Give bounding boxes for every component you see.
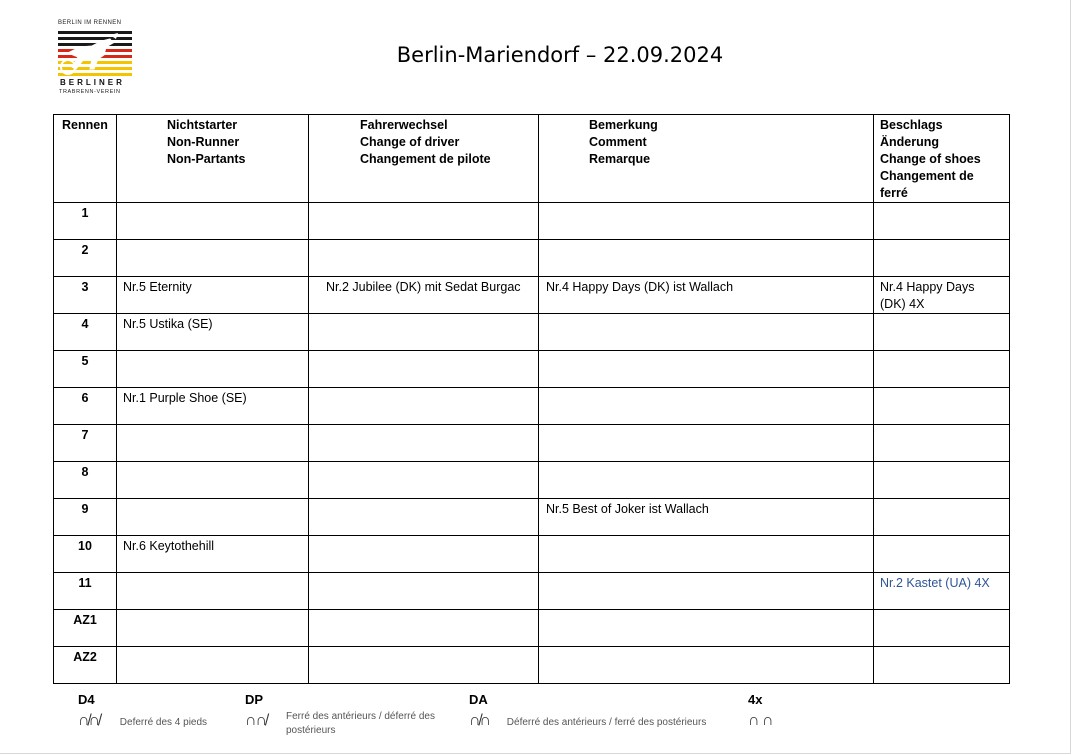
- header-race: [54, 115, 117, 203]
- race-number-text: 2: [81, 243, 89, 257]
- logo-top-text: BERLIN IM RENNEN: [58, 20, 122, 26]
- table-row: [54, 277, 1010, 314]
- table-header-row: [54, 115, 1010, 203]
- driver-change-cell: [309, 647, 539, 684]
- driver-change-cell: [309, 203, 539, 240]
- shoe-change-cell: [874, 536, 1010, 573]
- legend-dp-code: DP: [245, 692, 264, 707]
- nonrunner-cell: [117, 499, 309, 536]
- shoe-change-cell: [874, 499, 1010, 536]
- nonrunner-text: Nr.5 Eternity: [123, 280, 192, 294]
- comment-cell: [539, 573, 874, 610]
- legend-da: [469, 692, 707, 729]
- race-number-text: AZ2: [73, 650, 97, 664]
- race-number-text: 4: [81, 317, 89, 331]
- nonrunner-text: Nr.6 Keytothehill: [123, 539, 215, 553]
- legend-da-code: DA: [469, 692, 488, 707]
- legend-4x: [748, 692, 773, 729]
- comment-text: Nr.5 Best of Joker ist Wallach: [546, 502, 709, 516]
- table-row: [54, 351, 1010, 388]
- horseshoes-all-shod-icon: ∩ ∩: [748, 712, 773, 729]
- race-number-cell: [54, 610, 117, 647]
- comment-cell: [539, 647, 874, 684]
- header-shoes-fr: Changement de: [880, 169, 974, 183]
- header-nonrunner-de: Nichtstarter: [167, 118, 238, 132]
- page-title: Berlin-Mariendorf – 22.09.2024: [396, 43, 724, 67]
- header-race-label: Rennen: [62, 118, 108, 132]
- driver-change-cell: [309, 536, 539, 573]
- nonrunner-cell: [117, 610, 309, 647]
- comment-cell: [539, 351, 874, 388]
- race-number-text: 1: [81, 206, 89, 220]
- race-number-cell: [54, 573, 117, 610]
- shoe-change-cell: [874, 277, 1010, 314]
- shoe-change-cell: [874, 240, 1010, 277]
- table-body: [54, 203, 1010, 684]
- table-row: [54, 499, 1010, 536]
- header-driver: [309, 115, 539, 203]
- table-row: [54, 536, 1010, 573]
- header-shoes-de: Beschlags Änderung: [880, 118, 943, 149]
- nonrunner-cell: [117, 314, 309, 351]
- race-number-cell: [54, 536, 117, 573]
- driver-change-cell: [309, 573, 539, 610]
- nonrunner-cell: [117, 647, 309, 684]
- header-nonrunner-fr: Non-Partants: [167, 152, 246, 166]
- shoe-change-cell: [874, 203, 1010, 240]
- header-driver-de: Fahrerwechsel: [360, 118, 448, 132]
- shoe-change-text: Nr.2 Kastet (UA) 4X: [880, 576, 990, 590]
- table-row: [54, 647, 1010, 684]
- comment-cell: [539, 425, 874, 462]
- nonrunner-cell: [117, 351, 309, 388]
- logo-subname: TRABRENN-VEREIN: [59, 89, 121, 95]
- driver-change-cell: [309, 425, 539, 462]
- logo-name: BERLINER: [60, 78, 125, 87]
- nonrunner-cell: [117, 277, 309, 314]
- shoe-change-cell: [874, 314, 1010, 351]
- race-number-cell: [54, 351, 117, 388]
- comment-cell: [539, 536, 874, 573]
- race-number-cell: [54, 388, 117, 425]
- nonrunner-cell: [117, 388, 309, 425]
- driver-change-cell: [309, 462, 539, 499]
- table-row: [54, 462, 1010, 499]
- horseshoes-front-shod-hind-deferred-icon: ∩∩̸: [245, 712, 266, 729]
- shoe-change-text: Nr.4 Happy Days: [880, 280, 975, 294]
- race-number-cell: [54, 240, 117, 277]
- header-shoes-fr-2: ferré: [880, 186, 908, 200]
- legend-dp: [245, 692, 435, 736]
- table-row: [54, 203, 1010, 240]
- nonrunner-text: Nr.1 Purple Shoe (SE): [123, 391, 247, 405]
- race-number-text: 11: [78, 576, 92, 590]
- header-nonrunner: [117, 115, 309, 203]
- race-number-text: 9: [81, 502, 89, 516]
- shoe-change-cell: [874, 573, 1010, 610]
- legend-d4-code: D4: [78, 692, 95, 707]
- nonrunner-cell: [117, 240, 309, 277]
- race-changes-table: [53, 114, 1010, 684]
- header-shoes: [874, 115, 1010, 203]
- table-row: [54, 610, 1010, 647]
- shoe-change-cell: [874, 462, 1010, 499]
- comment-cell: [539, 388, 874, 425]
- race-number-text: AZ1: [73, 613, 97, 627]
- legend-4x-code: 4x: [748, 692, 763, 707]
- header-shoes-en: Change of shoes: [880, 152, 981, 166]
- nonrunner-cell: [117, 203, 309, 240]
- driver-change-cell: [309, 240, 539, 277]
- header-comment-en: Comment: [589, 135, 647, 149]
- legend-d4: [78, 692, 208, 729]
- race-number-cell: [54, 462, 117, 499]
- table-row: [54, 240, 1010, 277]
- table-row: [54, 573, 1010, 610]
- race-number-text: 10: [78, 539, 92, 553]
- legend-dp-desc: Ferré des antérieurs / déferré des: [286, 711, 435, 722]
- header-comment-fr: Remarque: [589, 152, 651, 166]
- shoe-change-cell: [874, 425, 1010, 462]
- comment-cell: [539, 499, 874, 536]
- nonrunner-cell: [117, 536, 309, 573]
- race-number-cell: [54, 277, 117, 314]
- shoe-change-cell: [874, 610, 1010, 647]
- comment-cell: [539, 203, 874, 240]
- driver-change-text: Nr.2 Jubilee (DK) mit Sedat Burgac: [326, 280, 521, 294]
- header-nonrunner-en: Non-Runner: [167, 135, 240, 149]
- race-number-text: 8: [81, 465, 89, 479]
- shoe-change-cell: [874, 351, 1010, 388]
- table-row: [54, 314, 1010, 351]
- comment-text: Nr.4 Happy Days (DK) ist Wallach: [546, 280, 734, 294]
- shoe-change-cell: [874, 388, 1010, 425]
- comment-cell: [539, 240, 874, 277]
- driver-change-cell: [309, 314, 539, 351]
- race-number-text: 6: [81, 391, 89, 405]
- driver-change-cell: [309, 610, 539, 647]
- comment-cell: [539, 314, 874, 351]
- nonrunner-text: Nr.5 Ustika (SE): [123, 317, 213, 331]
- driver-change-cell: [309, 499, 539, 536]
- legend-da-desc: Déferré des antérieurs / ferré des postérieurs: [506, 717, 707, 728]
- shoe-change-text: (DK) 4X: [880, 297, 925, 311]
- race-number-text: 7: [81, 428, 89, 442]
- nonrunner-cell: [117, 462, 309, 499]
- header-comment-de: Bemerkung: [589, 118, 658, 132]
- shoe-change-cell: [874, 647, 1010, 684]
- horseshoes-all-deferred-icon: ∩̸∩̸: [78, 712, 99, 729]
- driver-change-cell: [309, 277, 539, 314]
- race-number-cell: [54, 499, 117, 536]
- header-comment: [539, 115, 874, 203]
- header-driver-en: Change of driver: [360, 135, 460, 149]
- driver-change-cell: [309, 351, 539, 388]
- driver-change-cell: [309, 388, 539, 425]
- table-row: [54, 425, 1010, 462]
- table-row: [54, 388, 1010, 425]
- header-driver-fr: Changement de pilote: [360, 152, 491, 166]
- comment-cell: [539, 277, 874, 314]
- nonrunner-cell: [117, 573, 309, 610]
- horseshoes-front-deferred-hind-shod-icon: ∩̸∩: [469, 712, 490, 729]
- race-number-cell: [54, 314, 117, 351]
- comment-cell: [539, 610, 874, 647]
- legend-dp-desc-2: postérieurs: [286, 725, 336, 736]
- race-number-text: 3: [81, 280, 89, 294]
- race-number-cell: [54, 425, 117, 462]
- race-number-text: 5: [81, 354, 89, 368]
- race-number-cell: [54, 647, 117, 684]
- comment-cell: [539, 462, 874, 499]
- nonrunner-cell: [117, 425, 309, 462]
- legend-d4-desc: Deferré des 4 pieds: [119, 717, 208, 728]
- race-number-cell: [54, 203, 117, 240]
